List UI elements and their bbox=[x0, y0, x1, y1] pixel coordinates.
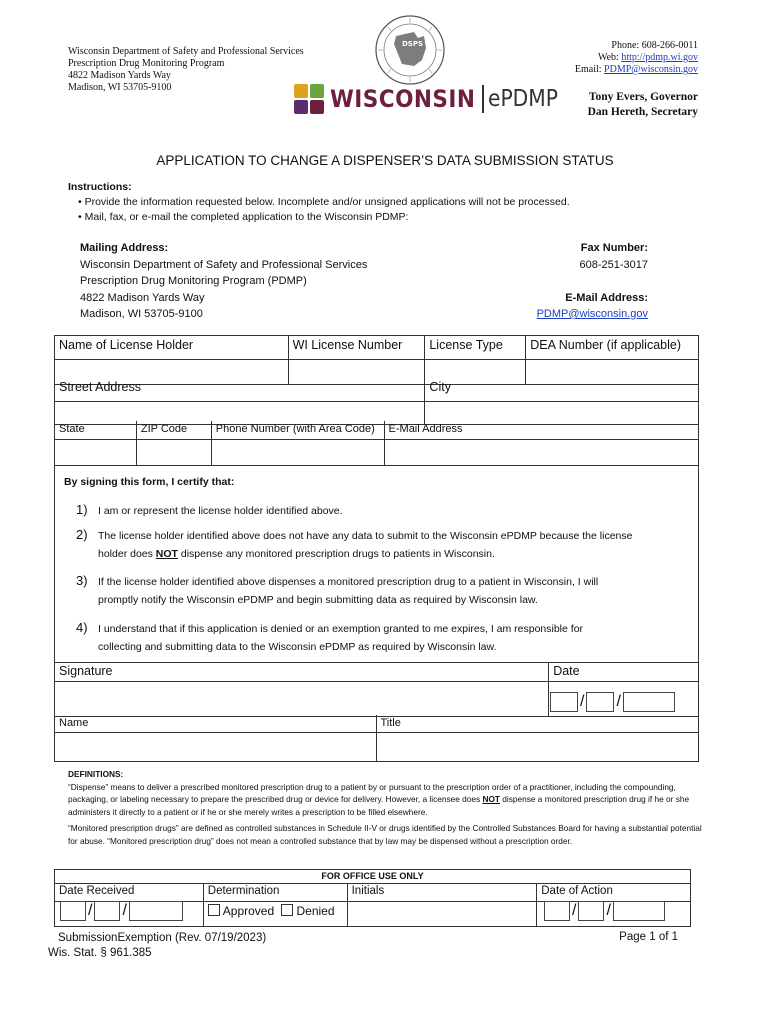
email-link[interactable]: PDMP@wisconsin.gov bbox=[604, 64, 698, 75]
pdmp-email-link[interactable]: PDMP@wisconsin.gov bbox=[536, 308, 648, 320]
approved-checkbox[interactable] bbox=[208, 904, 220, 916]
mailing-line: Wisconsin Department of Safety and Professional Services bbox=[80, 258, 368, 271]
contact-block bbox=[575, 40, 698, 76]
dea-label: DEA Number (if applicable) bbox=[526, 336, 699, 360]
denied-checkbox[interactable] bbox=[281, 904, 293, 916]
footer-left bbox=[48, 931, 267, 961]
email-line: Email: PDMP@wisconsin.gov bbox=[574, 64, 698, 75]
date-received-label: Date Received bbox=[55, 883, 204, 902]
address-table bbox=[54, 378, 699, 425]
form-title: APPLICATION TO CHANGE A DISPENSER’S DATA SUBMISSION STATUS bbox=[156, 153, 614, 168]
web-link[interactable]: http://pdmp.wi.gov bbox=[621, 52, 698, 63]
instruction-bullet: • Mail, fax, or e-mail the completed application to the Wisconsin PDMP: bbox=[78, 211, 409, 223]
determination-label: Determination bbox=[203, 883, 347, 902]
definitions-heading: DEFINITIONS: bbox=[68, 769, 124, 779]
fax-email-block bbox=[537, 240, 648, 323]
statute: Wis. Stat. § 961.385 bbox=[48, 947, 152, 959]
instructions bbox=[68, 180, 570, 225]
not-emphasis: NOT bbox=[155, 548, 178, 560]
title-label: Title bbox=[376, 715, 699, 733]
form-id: SubmissionExemption (Rev. 07/19/2023) bbox=[58, 932, 267, 944]
name-title-table bbox=[54, 715, 699, 762]
email-input[interactable] bbox=[384, 440, 698, 466]
state-input[interactable] bbox=[55, 440, 137, 466]
date-received-boxes[interactable]: / / bbox=[60, 901, 183, 921]
mailing-heading: Mailing Address: bbox=[80, 242, 169, 254]
city-line: Madison, WI 53705-9100 bbox=[68, 82, 172, 93]
title-input[interactable] bbox=[376, 733, 699, 762]
logo-wisconsin-text: WISCONSIN bbox=[330, 85, 476, 113]
dsps-seal-logo bbox=[374, 14, 446, 86]
instructions-heading: Instructions: bbox=[68, 181, 132, 193]
contact-table bbox=[54, 421, 699, 466]
initials-label: Initials bbox=[347, 883, 537, 902]
wi-license-label: WI License Number bbox=[288, 336, 425, 360]
agency-address bbox=[68, 46, 304, 94]
city-label: City bbox=[425, 378, 699, 402]
mailing-line: Prescription Drug Monitoring Program (PDMP) bbox=[80, 275, 307, 287]
initials-input[interactable] bbox=[347, 902, 537, 927]
monitored-definition: “Monitored prescription drugs” are defined as controlled substances in Schedule II-V or drugs identified by the Controlled Substances Board for having a substantial potential for abuse. “Monitored prescription drug” does not mean a controlled substance that by law may be dispensed without a prescription order. bbox=[68, 823, 702, 846]
street-label: Street Address bbox=[55, 378, 425, 402]
street-line: 4822 Madison Yards Way bbox=[68, 70, 171, 81]
logo-divider bbox=[482, 85, 484, 113]
program-name-line: Prescription Drug Monitoring Program bbox=[68, 58, 225, 69]
license-type-label: License Type bbox=[425, 336, 526, 360]
certification-item: 1) I am or represent the license holder identified above. bbox=[76, 502, 343, 517]
zip-label: ZIP Code bbox=[136, 421, 211, 440]
definitions bbox=[68, 768, 708, 847]
instruction-bullet: • Provide the information requested below. Incomplete and/or unsigned applications will not be processed. bbox=[78, 196, 570, 208]
determination-options: Approved Denied bbox=[203, 902, 347, 927]
signature-date-boxes[interactable]: / / bbox=[550, 692, 675, 712]
web-line: Web: http://pdmp.wi.gov bbox=[597, 52, 698, 63]
phone-label: Phone Number (with Area Code) bbox=[211, 421, 384, 440]
email-label: E-Mail Address bbox=[384, 421, 698, 440]
fax-number: 608-251-3017 bbox=[579, 258, 648, 271]
email-heading: E-Mail Address: bbox=[565, 291, 648, 304]
phone-input[interactable] bbox=[211, 440, 384, 466]
logo-epdmp-text: ePDMP bbox=[487, 86, 558, 112]
signature-label: Signature bbox=[55, 662, 549, 682]
mailing-line: Madison, WI 53705-9100 bbox=[80, 308, 203, 320]
license-holder-label: Name of License Holder bbox=[55, 336, 289, 360]
wisconsin-epdmp-logo bbox=[294, 80, 567, 118]
dispense-definition: “Dispense” means to deliver a prescribed monitored prescription drug to a patient by or pursuant to the prescription order of a practitioner, including the compounding, packaging, or labeling necessary to prepare the prescribed drug or device for delivery. However, a licensee does NOT dispense a monitored prescription drug if he or she administers it directly to a patient or if he or she merely writes a prescription to be filled elsewhere. bbox=[68, 781, 690, 817]
state-label: State bbox=[55, 421, 137, 440]
mailing-line: 4822 Madison Yards Way bbox=[80, 291, 205, 304]
certification-item: 3) If the license holder identified above dispenses a monitored prescription drug to a patient in Wisconsin, I will promptly notify the Wisconsin ePDMP and begin submitting data as required by Wisconsin law. bbox=[76, 573, 599, 606]
office-use-heading: FOR OFFICE USE ONLY bbox=[54, 869, 691, 884]
fax-heading: Fax Number: bbox=[580, 242, 648, 254]
seal-letters: DSPS bbox=[402, 40, 424, 48]
signature-input[interactable] bbox=[55, 682, 549, 717]
name-label: Name bbox=[55, 715, 377, 733]
name-input[interactable] bbox=[55, 733, 377, 762]
mailing-address bbox=[80, 240, 367, 323]
certification-item: 2) The license holder identified above does not have any data to submit to the Wisconsin ePDMP because the license holder does NOT dispense any monitored prescription drugs to patients in Wisconsin. bbox=[76, 527, 633, 560]
date-of-action-boxes[interactable]: / / bbox=[544, 901, 665, 921]
page-number: Page 1 of 1 bbox=[619, 931, 678, 943]
governor-name: Tony Evers, Governor bbox=[588, 91, 698, 103]
agency-name-line: Wisconsin Department of Safety and Professional Services bbox=[68, 46, 304, 57]
certification-lead: By signing this form, I certify that: bbox=[64, 476, 235, 488]
zip-input[interactable] bbox=[136, 440, 211, 466]
logo-tiles-icon bbox=[294, 84, 324, 114]
date-of-action-label: Date of Action bbox=[537, 883, 691, 902]
secretary-name: Dan Hereth, Secretary bbox=[587, 106, 698, 118]
certification-item: 4) I understand that if this application is denied or an exemption granted to me expires, I am responsible for collecting and submitting data to the Wisconsin ePDMP as required by Wisconsin law. bbox=[76, 620, 584, 653]
date-label: Date bbox=[549, 662, 699, 682]
phone-line: Phone: 608-266-0011 bbox=[611, 40, 698, 51]
officials-block bbox=[588, 90, 698, 120]
